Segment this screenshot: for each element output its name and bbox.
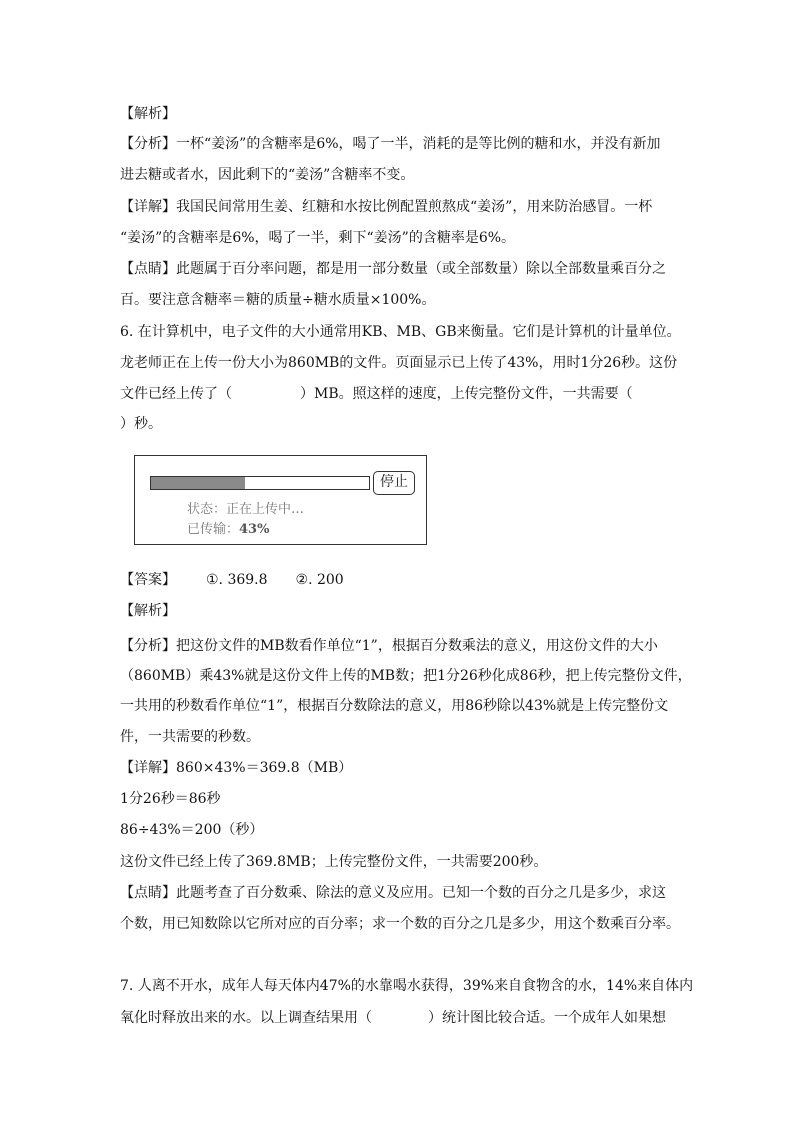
analysis-text: 【分析】一杯“姜汤”的含糖率是6%，喝了一半，消耗的是等比例的糖和水，并没有新加 <box>120 136 661 152</box>
transferred-label: 已传输： <box>187 522 240 537</box>
tip-text: 【点睛】此题属于百分率问题，都是用一部分数量（或全部数量）除以全部数量乘百分之 <box>120 261 666 277</box>
question-6-text <box>120 384 633 404</box>
answer-heading: 【答案】 <box>120 572 176 588</box>
upload-progress-fill <box>151 477 245 489</box>
detail-text: 【详解】860×43%＝369.8（MB） <box>120 760 353 776</box>
question-6-part: 文件已经上传了（ <box>120 386 232 402</box>
stop-button[interactable]: 停止 <box>373 471 415 495</box>
question-6-part: ）MB。照这样的速度，上传完整份文件，一共需要（ <box>300 386 633 402</box>
section-heading-analysis: 【解析】 <box>120 603 176 619</box>
question-6-text: 6. 在计算机中，电子文件的大小通常用KB、MB、GB来衡量。它们是计算机的计量单位。 <box>120 324 681 340</box>
detail-text: 1分26秒＝86秒 <box>120 791 221 807</box>
question-6-text: ）秒。 <box>120 416 162 432</box>
upload-status: 状态：正在上传中… <box>187 502 305 517</box>
analysis-text: 进去糖或者水，因此剩下的“姜汤”含糖率不变。 <box>120 167 415 183</box>
question-6-text: 龙老师正在上传一份大小为860MB的文件。页面显示已上传了43%，用时1分26秒。这份 <box>120 355 678 371</box>
tip-text: 个数，用已知数除以它所对应的百分率；求一个数的百分之几是多少，用这个数乘百分率。 <box>120 916 680 932</box>
detail-text: 【详解】我国民间常用生姜、红糖和水按比例配置煎熬成“姜汤”，用来防治感冒。一杯 <box>120 199 653 215</box>
detail-text: 86÷43%＝200（秒） <box>120 822 264 838</box>
detail-text: “姜汤”的含糖率是6%，喝了一半，剩下“姜汤”的含糖率是6%。 <box>120 230 516 246</box>
upload-transferred <box>187 518 269 537</box>
detail-text: 这份文件已经上传了369.8MB；上传完整份文件，一共需要200秒。 <box>120 854 548 870</box>
tip-text: 【点睛】此题考查了百分数乘、除法的意义及应用。已知一个数的百分之几是多少，求这 <box>120 885 666 901</box>
analysis-text: 件，一共需要的秒数。 <box>120 729 260 745</box>
answer-1: ①. 369.8 <box>206 572 268 588</box>
analysis-text: 【分析】把这份文件的MB数看作单位“1”，根据百分数乘法的意义，用这份文件的大小 <box>120 638 658 654</box>
section-heading-analysis: 【解析】 <box>120 106 176 122</box>
analysis-text: （860MB）乘43%就是这份文件上传的MB数；把1分26秒化成86秒，把上传完整份文件， <box>120 668 692 684</box>
question-7-text: 7. 人离不开水，成年人每天体内47%的水靠喝水获得，39%来自食物含的水，14%来自体内 <box>120 978 694 994</box>
question-7-part: 氧化时释放出来的水。以上调查结果用（ <box>120 1010 372 1026</box>
question-7-text <box>120 1008 666 1028</box>
upload-widget <box>134 455 427 545</box>
question-7-part: ）统计图比较合适。一个成年人如果想 <box>428 1010 666 1026</box>
transferred-value: 43% <box>239 522 270 537</box>
analysis-text: 一共用的秒数看作单位“1”，根据百分数除法的意义，用86秒除以43%就是上传完整份文 <box>120 698 669 714</box>
answer-2: ②. 200 <box>295 572 344 588</box>
answer-line <box>120 570 344 590</box>
upload-progress-bar <box>150 476 370 490</box>
tip-text: 百。要注意含糖率＝糖的质量÷糖水质量×100%。 <box>120 292 436 308</box>
